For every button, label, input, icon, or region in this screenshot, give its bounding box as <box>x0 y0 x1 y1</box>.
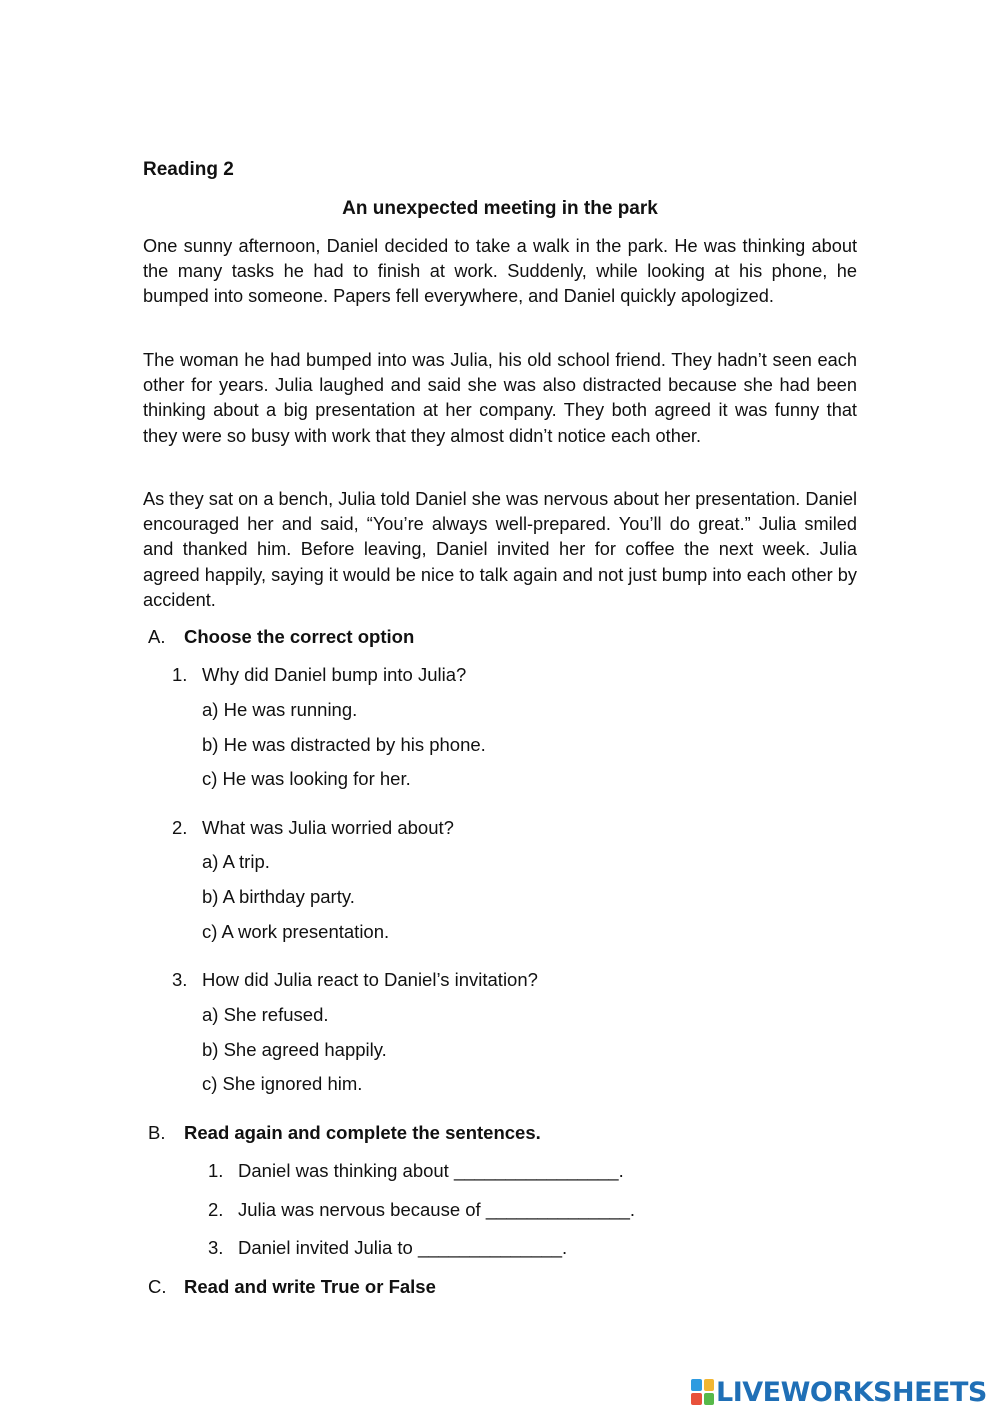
section-c-letter: C. <box>148 1276 167 1297</box>
logo-text: LIVEWORKSHEETS <box>716 1376 987 1408</box>
section-c-heading: Read and write True or False <box>184 1276 436 1297</box>
liveworksheets-logo <box>691 1375 987 1409</box>
reading-title: An unexpected meeting in the park <box>342 198 658 219</box>
item-text: Daniel was thinking about ________________. <box>238 1160 624 1181</box>
option-1b[interactable]: b) He was distracted by his phone. <box>202 734 486 755</box>
completion-item-2[interactable] <box>208 1198 635 1222</box>
question-number: 2. <box>172 817 188 838</box>
question-3 <box>172 968 538 992</box>
question-text: What was Julia worried about? <box>202 817 454 838</box>
option-3a[interactable]: a) She refused. <box>202 1004 329 1025</box>
item-number: 1. <box>208 1160 224 1181</box>
question-text: How did Julia react to Daniel’s invitation? <box>202 969 538 990</box>
option-2c[interactable]: c) A work presentation. <box>202 921 390 942</box>
paragraph-2: The woman he had bumped into was Julia, his old school friend. They hadn’t seen each other for years. Julia laughed and said she was also distracted because she had been thinking about a big presentation at her company. They both agreed it was funny that they were so busy with work that they almost didn’t notice each other. <box>143 350 857 446</box>
option-3c[interactable]: c) She ignored him. <box>202 1073 363 1094</box>
section-b-letter: B. <box>148 1122 166 1143</box>
item-number: 3. <box>208 1237 224 1258</box>
option-1a[interactable]: a) He was running. <box>202 699 358 720</box>
option-2b[interactable]: b) A birthday party. <box>202 886 355 907</box>
question-1 <box>172 663 466 687</box>
option-3b[interactable]: b) She agreed happily. <box>202 1039 387 1060</box>
completion-item-1[interactable] <box>208 1159 624 1183</box>
item-text: Julia was nervous because of ______________. <box>238 1199 636 1220</box>
section-a-letter: A. <box>148 626 166 647</box>
section-a-heading: Choose the correct option <box>184 626 415 647</box>
paragraph-3: As they sat on a bench, Julia told Daniel she was nervous about her presentation. Daniel encouraged her and said, “You’re always well-prepared. You’ll do great.” Julia smiled and thanked him. Before leaving, Daniel invited her for coffee the next week. Julia agreed happily, saying it would be nice to talk again and not just bump into each other by accident. <box>143 489 857 610</box>
liveworksheets-logo-icon <box>691 1379 714 1405</box>
section-a-header <box>148 625 414 649</box>
option-2a[interactable]: a) A trip. <box>202 851 270 872</box>
completion-item-3[interactable] <box>208 1236 567 1260</box>
section-b-heading: Read again and complete the sentences. <box>184 1122 541 1143</box>
question-number: 1. <box>172 664 188 685</box>
item-number: 2. <box>208 1199 224 1220</box>
question-2 <box>172 816 454 840</box>
item-text: Daniel invited Julia to ______________. <box>238 1237 568 1258</box>
section-b-header <box>148 1121 541 1145</box>
question-number: 3. <box>172 969 188 990</box>
option-1c[interactable]: c) He was looking for her. <box>202 768 411 789</box>
question-text: Why did Daniel bump into Julia? <box>202 664 467 685</box>
paragraph-1: One sunny afternoon, Daniel decided to take a walk in the park. He was thinking about the many tasks he had to finish at work. Suddenly, while looking at his phone, he bumped into someone. Papers fell everywhere, and Daniel quickly apologized. <box>143 236 857 307</box>
section-c-header <box>148 1275 436 1299</box>
section-label: Reading 2 <box>143 159 234 180</box>
